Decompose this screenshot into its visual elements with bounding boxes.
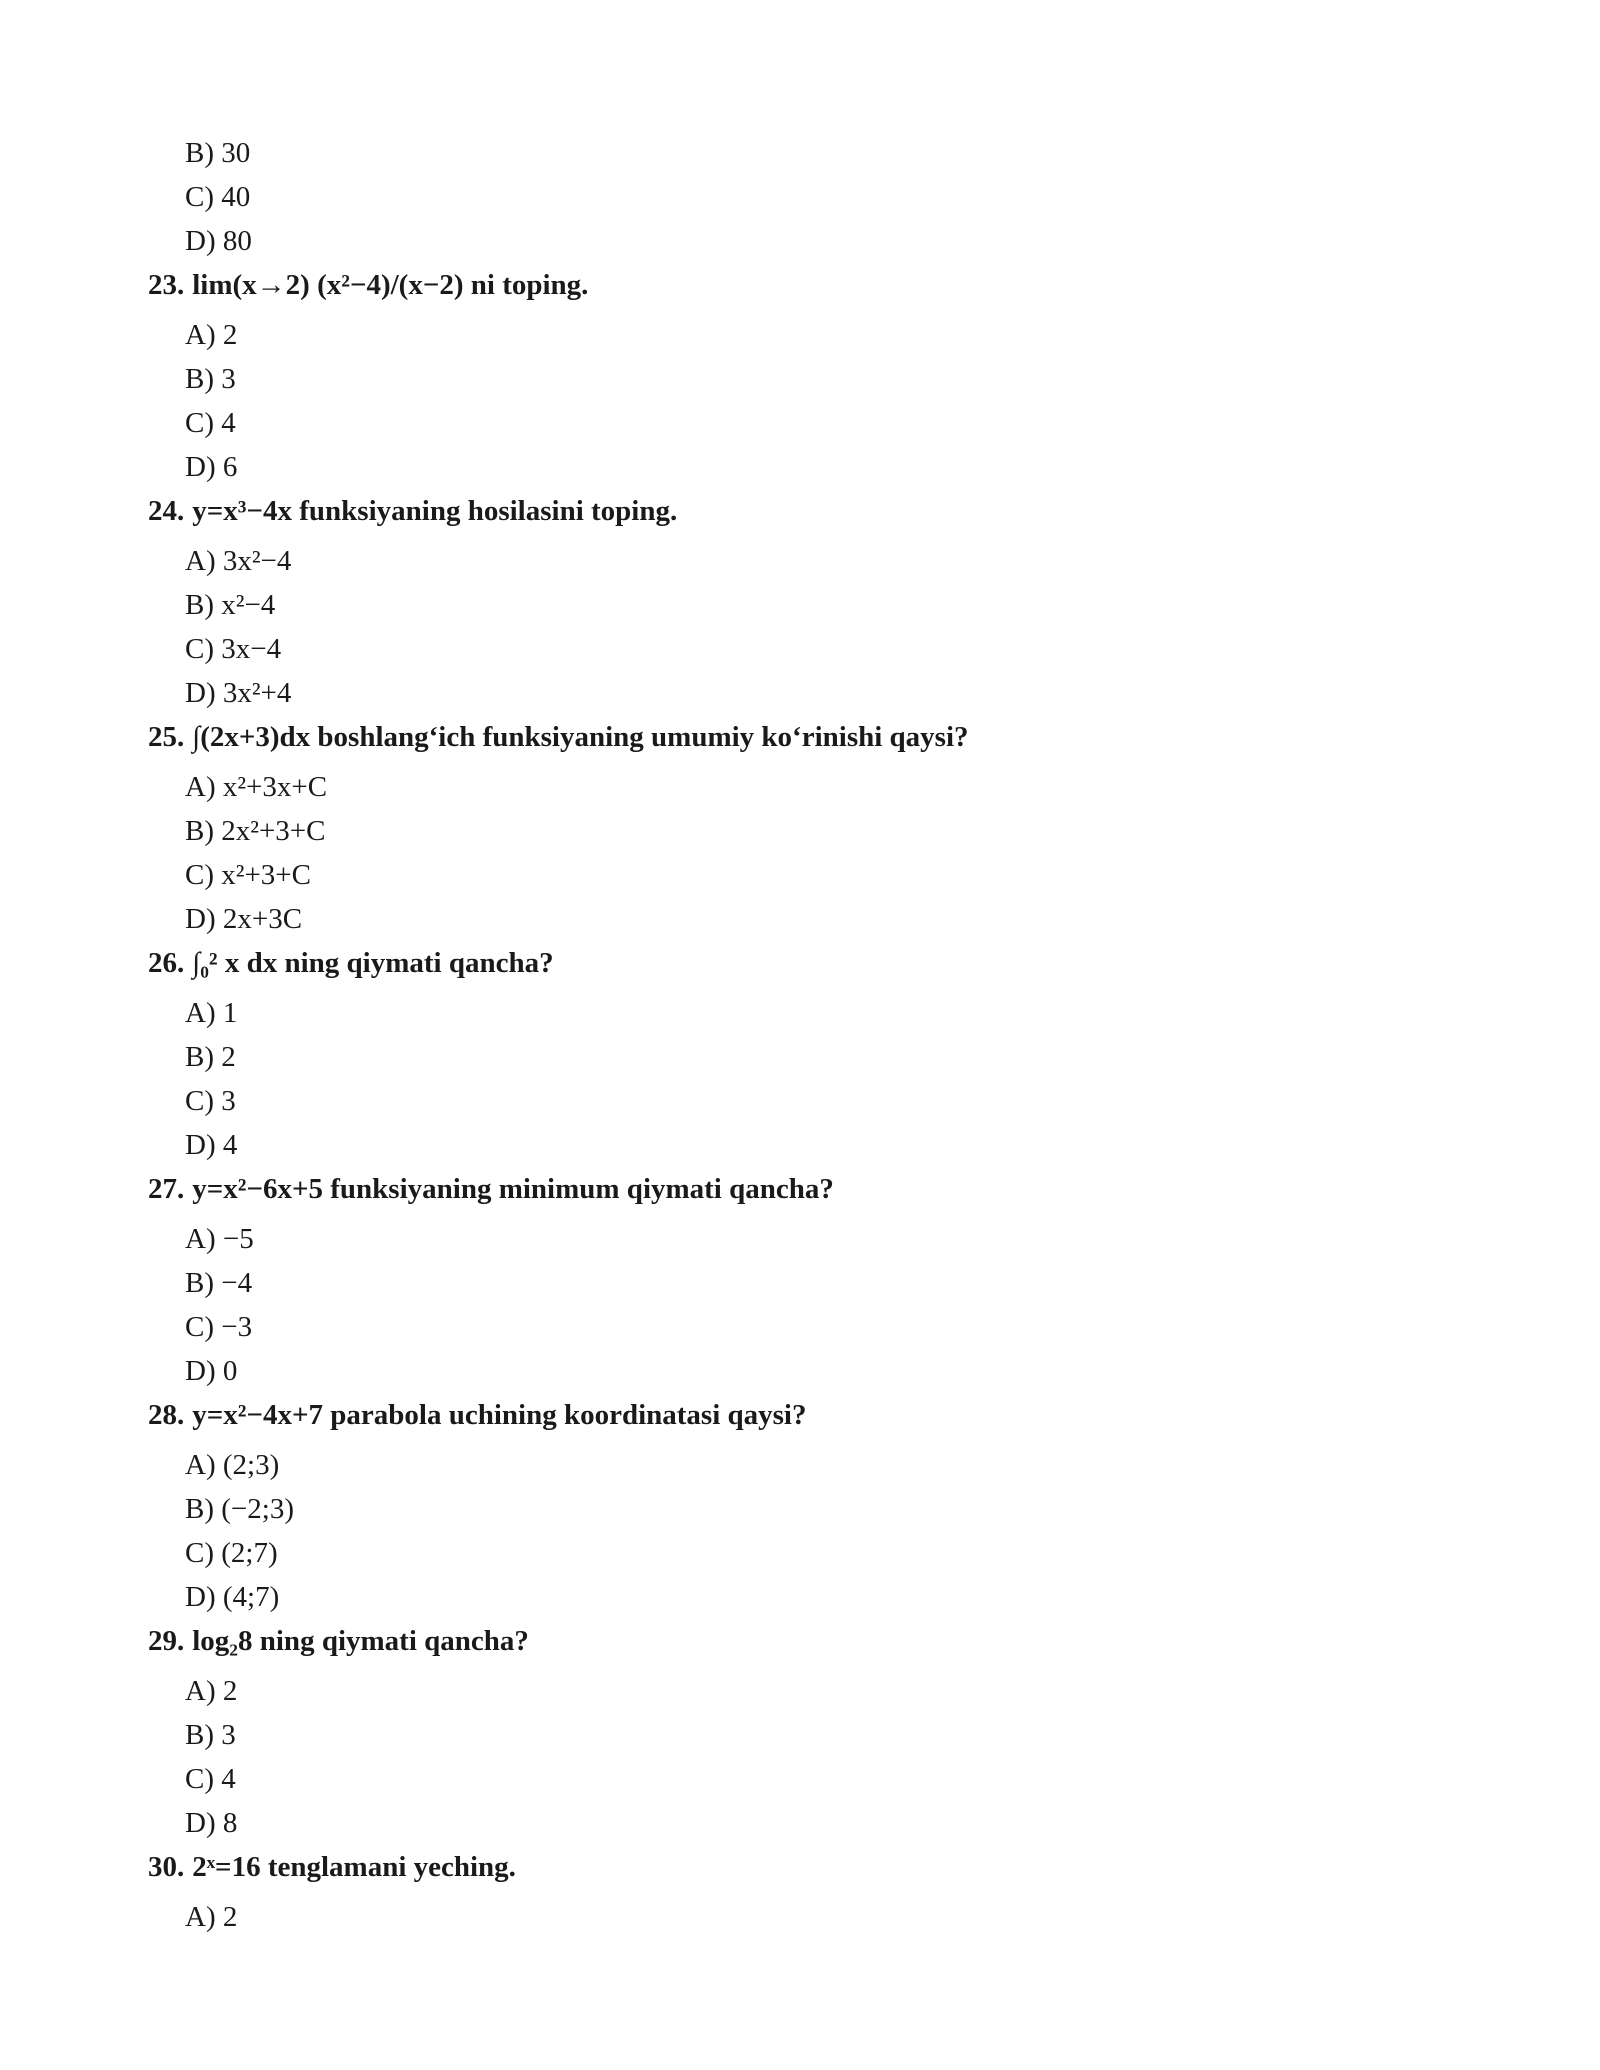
answer-option bbox=[148, 1575, 1468, 1619]
option-letter: C) bbox=[185, 859, 214, 891]
answer-option bbox=[148, 583, 1468, 627]
option-letter: B) bbox=[185, 363, 214, 395]
answer-option bbox=[148, 313, 1468, 357]
option-letter: C) bbox=[185, 1763, 214, 1795]
question-block bbox=[148, 1619, 1468, 1845]
option-letter: B) bbox=[185, 815, 214, 847]
option-letter: D) bbox=[185, 1581, 216, 1613]
option-text: (4;7) bbox=[222, 1581, 280, 1613]
option-text: 4 bbox=[222, 1129, 238, 1161]
option-letter: B) bbox=[185, 589, 214, 621]
option-letter: B) bbox=[185, 1493, 214, 1525]
answer-option bbox=[148, 897, 1468, 941]
option-letter: D) bbox=[185, 677, 216, 709]
option-letter: C) bbox=[185, 1537, 214, 1569]
option-letter: A) bbox=[185, 1675, 216, 1707]
answer-option bbox=[148, 1443, 1468, 1487]
answer-option bbox=[148, 1217, 1468, 1261]
option-text: 2 bbox=[222, 1901, 238, 1933]
option-text: 1 bbox=[222, 997, 238, 1029]
option-text: 40 bbox=[221, 181, 251, 213]
question-block bbox=[148, 1845, 1468, 1939]
option-letter: D) bbox=[185, 451, 216, 483]
option-text: 2 bbox=[221, 1041, 236, 1073]
option-letter: A) bbox=[185, 997, 216, 1029]
question-stem bbox=[148, 941, 1468, 985]
option-letter: C) bbox=[185, 633, 214, 665]
question-text: y=x²−6x+5 funksiyaning minimum qiymati qancha? bbox=[192, 1173, 834, 1205]
option-text: 3 bbox=[221, 363, 236, 395]
option-letter: D) bbox=[185, 1355, 216, 1387]
answer-option bbox=[148, 219, 1468, 263]
option-text: x²+3+C bbox=[221, 859, 311, 891]
option-text: 4 bbox=[221, 407, 236, 439]
question-block bbox=[148, 715, 1468, 941]
question-text: y=x²−4x+7 parabola uchining koordinatasi qaysi? bbox=[192, 1399, 807, 1431]
question-number: 28. bbox=[148, 1399, 185, 1431]
question-text: log₂8 ning qiymati qancha? bbox=[192, 1625, 529, 1657]
option-text: 2x+3C bbox=[222, 903, 303, 935]
answer-option bbox=[148, 1123, 1468, 1167]
question-text: y=x³−4x funksiyaning hosilasini toping. bbox=[192, 495, 678, 527]
question-list bbox=[148, 131, 1468, 1939]
option-letter: A) bbox=[185, 771, 216, 803]
option-text: x²+3x+C bbox=[222, 771, 328, 803]
option-text: 3x²+4 bbox=[222, 677, 292, 709]
question-block bbox=[148, 489, 1468, 715]
answer-option bbox=[148, 1895, 1468, 1939]
option-text: 0 bbox=[222, 1355, 238, 1387]
answer-option bbox=[148, 1349, 1468, 1393]
option-text: (−2;3) bbox=[221, 1493, 294, 1525]
option-letter: D) bbox=[185, 903, 216, 935]
question-number: 25. bbox=[148, 721, 185, 753]
option-text: 3x²−4 bbox=[222, 545, 292, 577]
option-letter: C) bbox=[185, 407, 214, 439]
answer-option bbox=[148, 1035, 1468, 1079]
question-block bbox=[148, 941, 1468, 1167]
option-text: 2x²+3+C bbox=[221, 815, 326, 847]
option-text: 2 bbox=[222, 1675, 238, 1707]
option-letter: D) bbox=[185, 1129, 216, 1161]
answer-option bbox=[148, 809, 1468, 853]
answer-option bbox=[148, 175, 1468, 219]
answer-option bbox=[148, 1261, 1468, 1305]
question-stem bbox=[148, 263, 1468, 307]
option-letter: B) bbox=[185, 1267, 214, 1299]
question-text: lim(x→2) (x²−4)/(x−2) ni toping. bbox=[192, 269, 589, 301]
option-text: 30 bbox=[221, 137, 251, 169]
question-stem bbox=[148, 1619, 1468, 1663]
question-text: ∫(2x+3)dx boshlang‘ich funksiyaning umumiy ko‘rinishi qaysi? bbox=[192, 721, 969, 753]
option-letter: B) bbox=[185, 1041, 214, 1073]
question-stem bbox=[148, 1167, 1468, 1211]
answer-option bbox=[148, 853, 1468, 897]
option-letter: A) bbox=[185, 1449, 216, 1481]
answer-option bbox=[148, 131, 1468, 175]
question-text: ∫₀² x dx ning qiymati qancha? bbox=[192, 947, 554, 979]
option-text: 6 bbox=[222, 451, 238, 483]
answer-option bbox=[148, 627, 1468, 671]
answer-option bbox=[148, 401, 1468, 445]
option-text: 3 bbox=[221, 1719, 236, 1751]
option-letter: A) bbox=[185, 545, 216, 577]
option-text: (2;7) bbox=[221, 1537, 278, 1569]
option-text: −3 bbox=[221, 1311, 253, 1343]
answer-option bbox=[148, 539, 1468, 583]
option-letter: C) bbox=[185, 1085, 214, 1117]
question-number: 23. bbox=[148, 269, 185, 301]
option-text: 3 bbox=[221, 1085, 236, 1117]
option-letter: B) bbox=[185, 1719, 214, 1751]
answer-option bbox=[148, 671, 1468, 715]
option-letter: A) bbox=[185, 1223, 216, 1255]
option-text: −5 bbox=[222, 1223, 254, 1255]
option-text: 3x−4 bbox=[221, 633, 282, 665]
question-stem bbox=[148, 1845, 1468, 1889]
option-text: 4 bbox=[221, 1763, 236, 1795]
option-text: −4 bbox=[221, 1267, 253, 1299]
question-block bbox=[148, 1167, 1468, 1393]
option-text: 8 bbox=[222, 1807, 238, 1839]
answer-option bbox=[148, 1079, 1468, 1123]
answer-option bbox=[148, 1305, 1468, 1349]
question-number: 27. bbox=[148, 1173, 185, 1205]
option-letter: D) bbox=[185, 225, 216, 257]
question-block bbox=[148, 263, 1468, 489]
answer-option bbox=[148, 1531, 1468, 1575]
question-stem bbox=[148, 489, 1468, 533]
question-number: 29. bbox=[148, 1625, 185, 1657]
question-number: 24. bbox=[148, 495, 185, 527]
answer-option bbox=[148, 765, 1468, 809]
question-number: 30. bbox=[148, 1851, 185, 1883]
answer-option bbox=[148, 1669, 1468, 1713]
option-text: (2;3) bbox=[222, 1449, 280, 1481]
answer-option bbox=[148, 1801, 1468, 1845]
option-letter: C) bbox=[185, 181, 214, 213]
answer-option bbox=[148, 1713, 1468, 1757]
question-block bbox=[148, 1393, 1468, 1619]
option-text: x²−4 bbox=[221, 589, 276, 621]
answer-option bbox=[148, 445, 1468, 489]
answer-option bbox=[148, 357, 1468, 401]
option-letter: A) bbox=[185, 1901, 216, 1933]
question-stem bbox=[148, 1393, 1468, 1437]
option-letter: C) bbox=[185, 1311, 214, 1343]
answer-option bbox=[148, 991, 1468, 1035]
option-text: 80 bbox=[222, 225, 252, 257]
answer-option bbox=[148, 1757, 1468, 1801]
question-text: 2ˣ=16 tenglamani yeching. bbox=[192, 1851, 516, 1883]
answer-option bbox=[148, 1487, 1468, 1531]
option-text: 2 bbox=[222, 319, 238, 351]
question-number: 26. bbox=[148, 947, 185, 979]
option-letter: A) bbox=[185, 319, 216, 351]
question-stem bbox=[148, 715, 1468, 759]
option-letter: D) bbox=[185, 1807, 216, 1839]
option-letter: B) bbox=[185, 137, 214, 169]
